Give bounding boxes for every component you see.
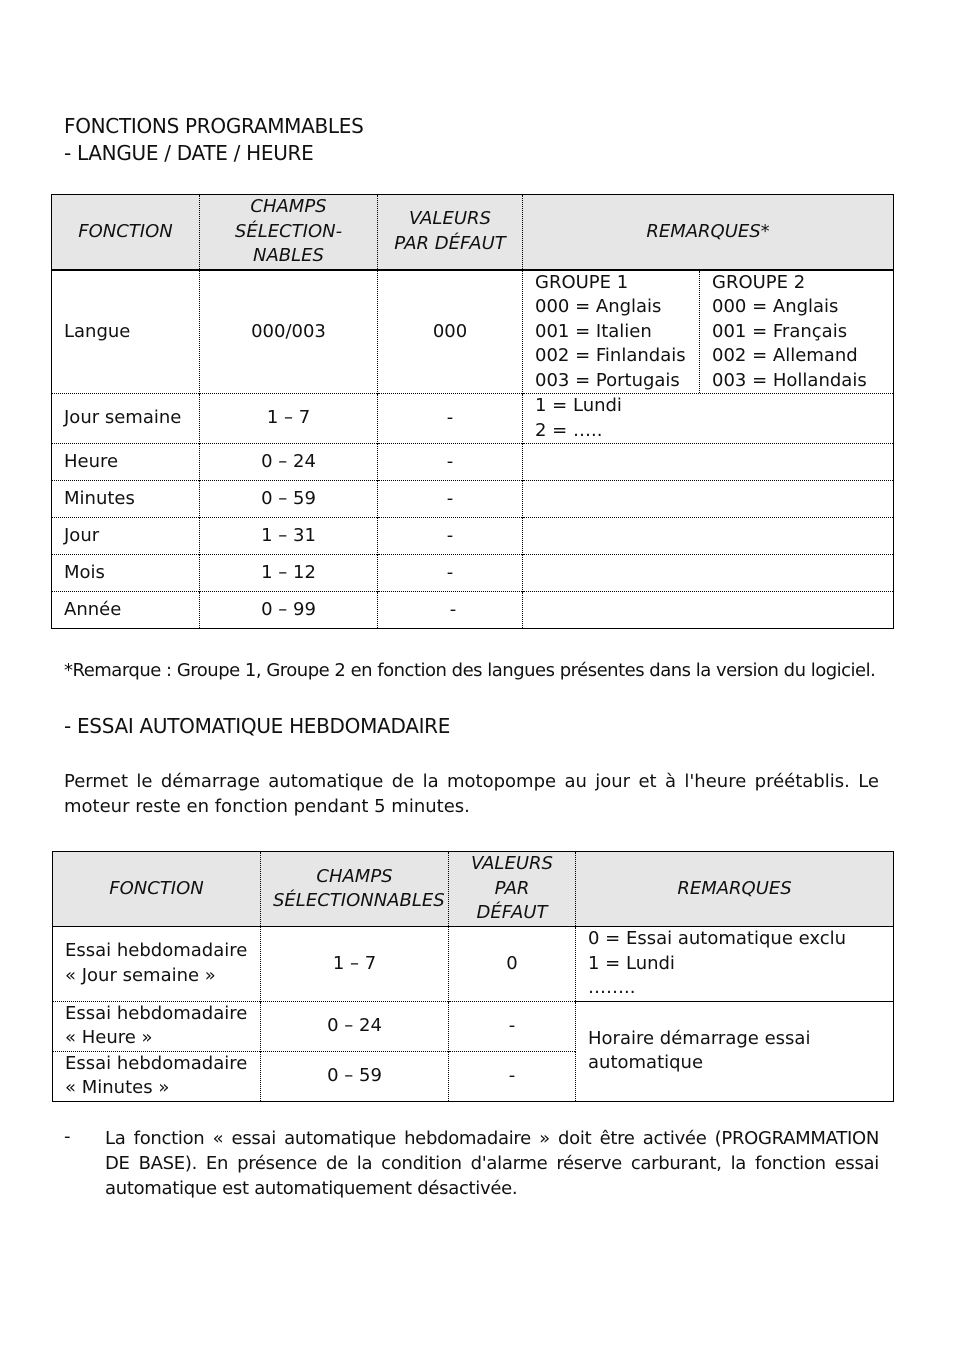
- cell-remarques: [523, 444, 894, 481]
- cell-remarques-groups: [523, 270, 894, 394]
- fonction-line: Essai hebdomadaire: [65, 940, 248, 962]
- table-row: [52, 444, 894, 481]
- header-champs: [200, 195, 378, 270]
- cell-fonction: Jour semaine: [52, 394, 200, 444]
- section-title: FONCTIONS PROGRAMMABLES: [64, 114, 364, 138]
- cell-defaut: -: [378, 481, 523, 518]
- cell-fonction: [53, 927, 261, 1002]
- fonction-line: Essai hebdomadaire: [65, 1002, 248, 1024]
- cell-defaut: -: [378, 592, 523, 629]
- group1-title: GROUPE 1: [535, 271, 629, 293]
- table-row: [52, 518, 894, 555]
- cell-champs: 0 – 99: [200, 592, 378, 629]
- table-row: [52, 481, 894, 518]
- group1-item: 002 = Finlandais: [535, 345, 686, 366]
- header-valeurs-line2: PAR DÉFAUT: [394, 232, 506, 254]
- language-date-time-table: [51, 194, 894, 629]
- cell-remarques: [523, 518, 894, 555]
- header-remarques: REMARQUES*: [523, 195, 894, 270]
- group1-list: [523, 271, 700, 394]
- section2-title: - ESSAI AUTOMATIQUE HEBDOMADAIRE: [64, 714, 451, 738]
- fonction-line: « Heure »: [65, 1027, 153, 1048]
- cell-defaut: -: [378, 518, 523, 555]
- cell-champs: 1 – 31: [200, 518, 378, 555]
- section2-paragraph: Permet le démarrage automatique de la motopompe au jour et à l'heure préétablis. Le moteur reste en fonction pendant 5 minutes.: [64, 771, 879, 817]
- table-header-row: [53, 852, 894, 927]
- group2-item: 002 = Allemand: [712, 345, 858, 366]
- cell-fonction: Langue: [64, 320, 131, 342]
- cell-defaut: -: [449, 1001, 576, 1051]
- remarque-line: 0 = Essai automatique exclu: [588, 928, 847, 949]
- header-valeurs-line3: DÉFAUT: [476, 902, 548, 924]
- header-valeurs-line2: PAR: [494, 877, 530, 899]
- cell-champs: 1 – 7: [200, 394, 378, 444]
- remarque-line: 1 = Lundi: [588, 952, 675, 974]
- group1-item: 003 = Portugais: [535, 369, 680, 391]
- cell-fonction: Mois: [52, 555, 200, 592]
- table-row: [52, 270, 894, 394]
- header-fonction: FONCTION: [52, 195, 200, 270]
- cell-defaut: -: [378, 394, 523, 444]
- fonction-line: « Minutes »: [65, 1077, 170, 1098]
- cell-remarques: [576, 927, 894, 1002]
- header-champs: [261, 852, 449, 927]
- weekly-test-table: [52, 851, 894, 1102]
- header-champs-line1: CHAMPS: [316, 865, 393, 887]
- header-remarques: REMARQUES: [576, 852, 894, 927]
- remarque-line: ……..: [588, 977, 636, 998]
- group2-title: GROUPE 2: [712, 271, 806, 293]
- language-groups: [523, 271, 893, 394]
- cell-champs: 0 – 24: [261, 1001, 449, 1051]
- header-champs-line3: NABLES: [253, 245, 324, 266]
- group2-item: 001 = Français: [712, 320, 848, 342]
- table-row: [52, 555, 894, 592]
- cell-defaut: -: [378, 555, 523, 592]
- table-row: [53, 927, 894, 1002]
- table-header-row: [52, 195, 894, 270]
- cell-fonction: Année: [52, 592, 200, 629]
- cell-fonction: Minutes: [52, 481, 200, 518]
- header-champs-line2: SÉLECTIONNABLES: [273, 890, 445, 911]
- header-champs-line1: CHAMPS: [250, 196, 327, 217]
- table-row: [52, 394, 894, 444]
- table-row: [53, 1001, 894, 1051]
- cell-remarques: [523, 394, 894, 444]
- cell-fonction: Jour: [52, 518, 200, 555]
- cell-defaut: 000: [378, 270, 523, 394]
- bullet-text: La fonction « essai automatique hebdomadaire » doit être activée (PROGRAMMATION DE BASE). En présence de la condition d'alarme réserve carburant, la fonction essai automatique est automatiquement désactivée.: [105, 1128, 879, 1199]
- cell-champs: 0 – 24: [200, 444, 378, 481]
- header-valeurs: [449, 852, 576, 927]
- section-subtitle: - LANGUE / DATE / HEURE: [64, 141, 314, 165]
- cell-champs: 1 – 7: [261, 927, 449, 1002]
- fonction-line: « Jour semaine »: [65, 964, 216, 986]
- cell-champs: 0 – 59: [200, 481, 378, 518]
- footnote: *Remarque : Groupe 1, Groupe 2 en fonction des langues présentes dans la version du logiciel.: [64, 660, 876, 681]
- header-valeurs-line1: VALEURS: [409, 208, 491, 230]
- remarque-line: 2 = …..: [535, 419, 603, 441]
- cell-remarques: [523, 481, 894, 518]
- cell-defaut: 0: [449, 927, 576, 1002]
- cell-defaut: -: [378, 444, 523, 481]
- cell-defaut: -: [449, 1051, 576, 1101]
- cell-champs: 0 – 59: [261, 1051, 449, 1101]
- cell-remarques: [523, 555, 894, 592]
- header-valeurs: [378, 195, 523, 270]
- remarque-line: automatique: [588, 1052, 704, 1073]
- fonction-line: Essai hebdomadaire: [65, 1052, 248, 1074]
- group1-item: 001 = Italien: [535, 320, 652, 342]
- remarque-line: 1 = Lundi: [535, 395, 622, 416]
- cell-champs: 1 – 12: [200, 555, 378, 592]
- cell-fonction: [53, 1051, 261, 1101]
- remarque-line: Horaire démarrage essai: [588, 1027, 811, 1049]
- header-valeurs-line1: VALEURS: [471, 853, 553, 875]
- cell-remarques-merged: [576, 1001, 894, 1101]
- cell-champs: 000/003: [200, 270, 378, 394]
- group2-list: [700, 271, 894, 394]
- group2-item: 000 = Anglais: [712, 296, 839, 317]
- group1-item: 000 = Anglais: [535, 296, 662, 317]
- cell-fonction: Heure: [52, 444, 200, 481]
- header-fonction: FONCTION: [53, 852, 261, 927]
- cell-fonction: [53, 1001, 261, 1051]
- table-row: [52, 592, 894, 629]
- header-champs-line2: SÉLECTION-: [234, 220, 343, 242]
- cell-remarques: [523, 592, 894, 629]
- bullet-dash: -: [64, 1126, 71, 1147]
- group2-item: 003 = Hollandais: [712, 369, 867, 391]
